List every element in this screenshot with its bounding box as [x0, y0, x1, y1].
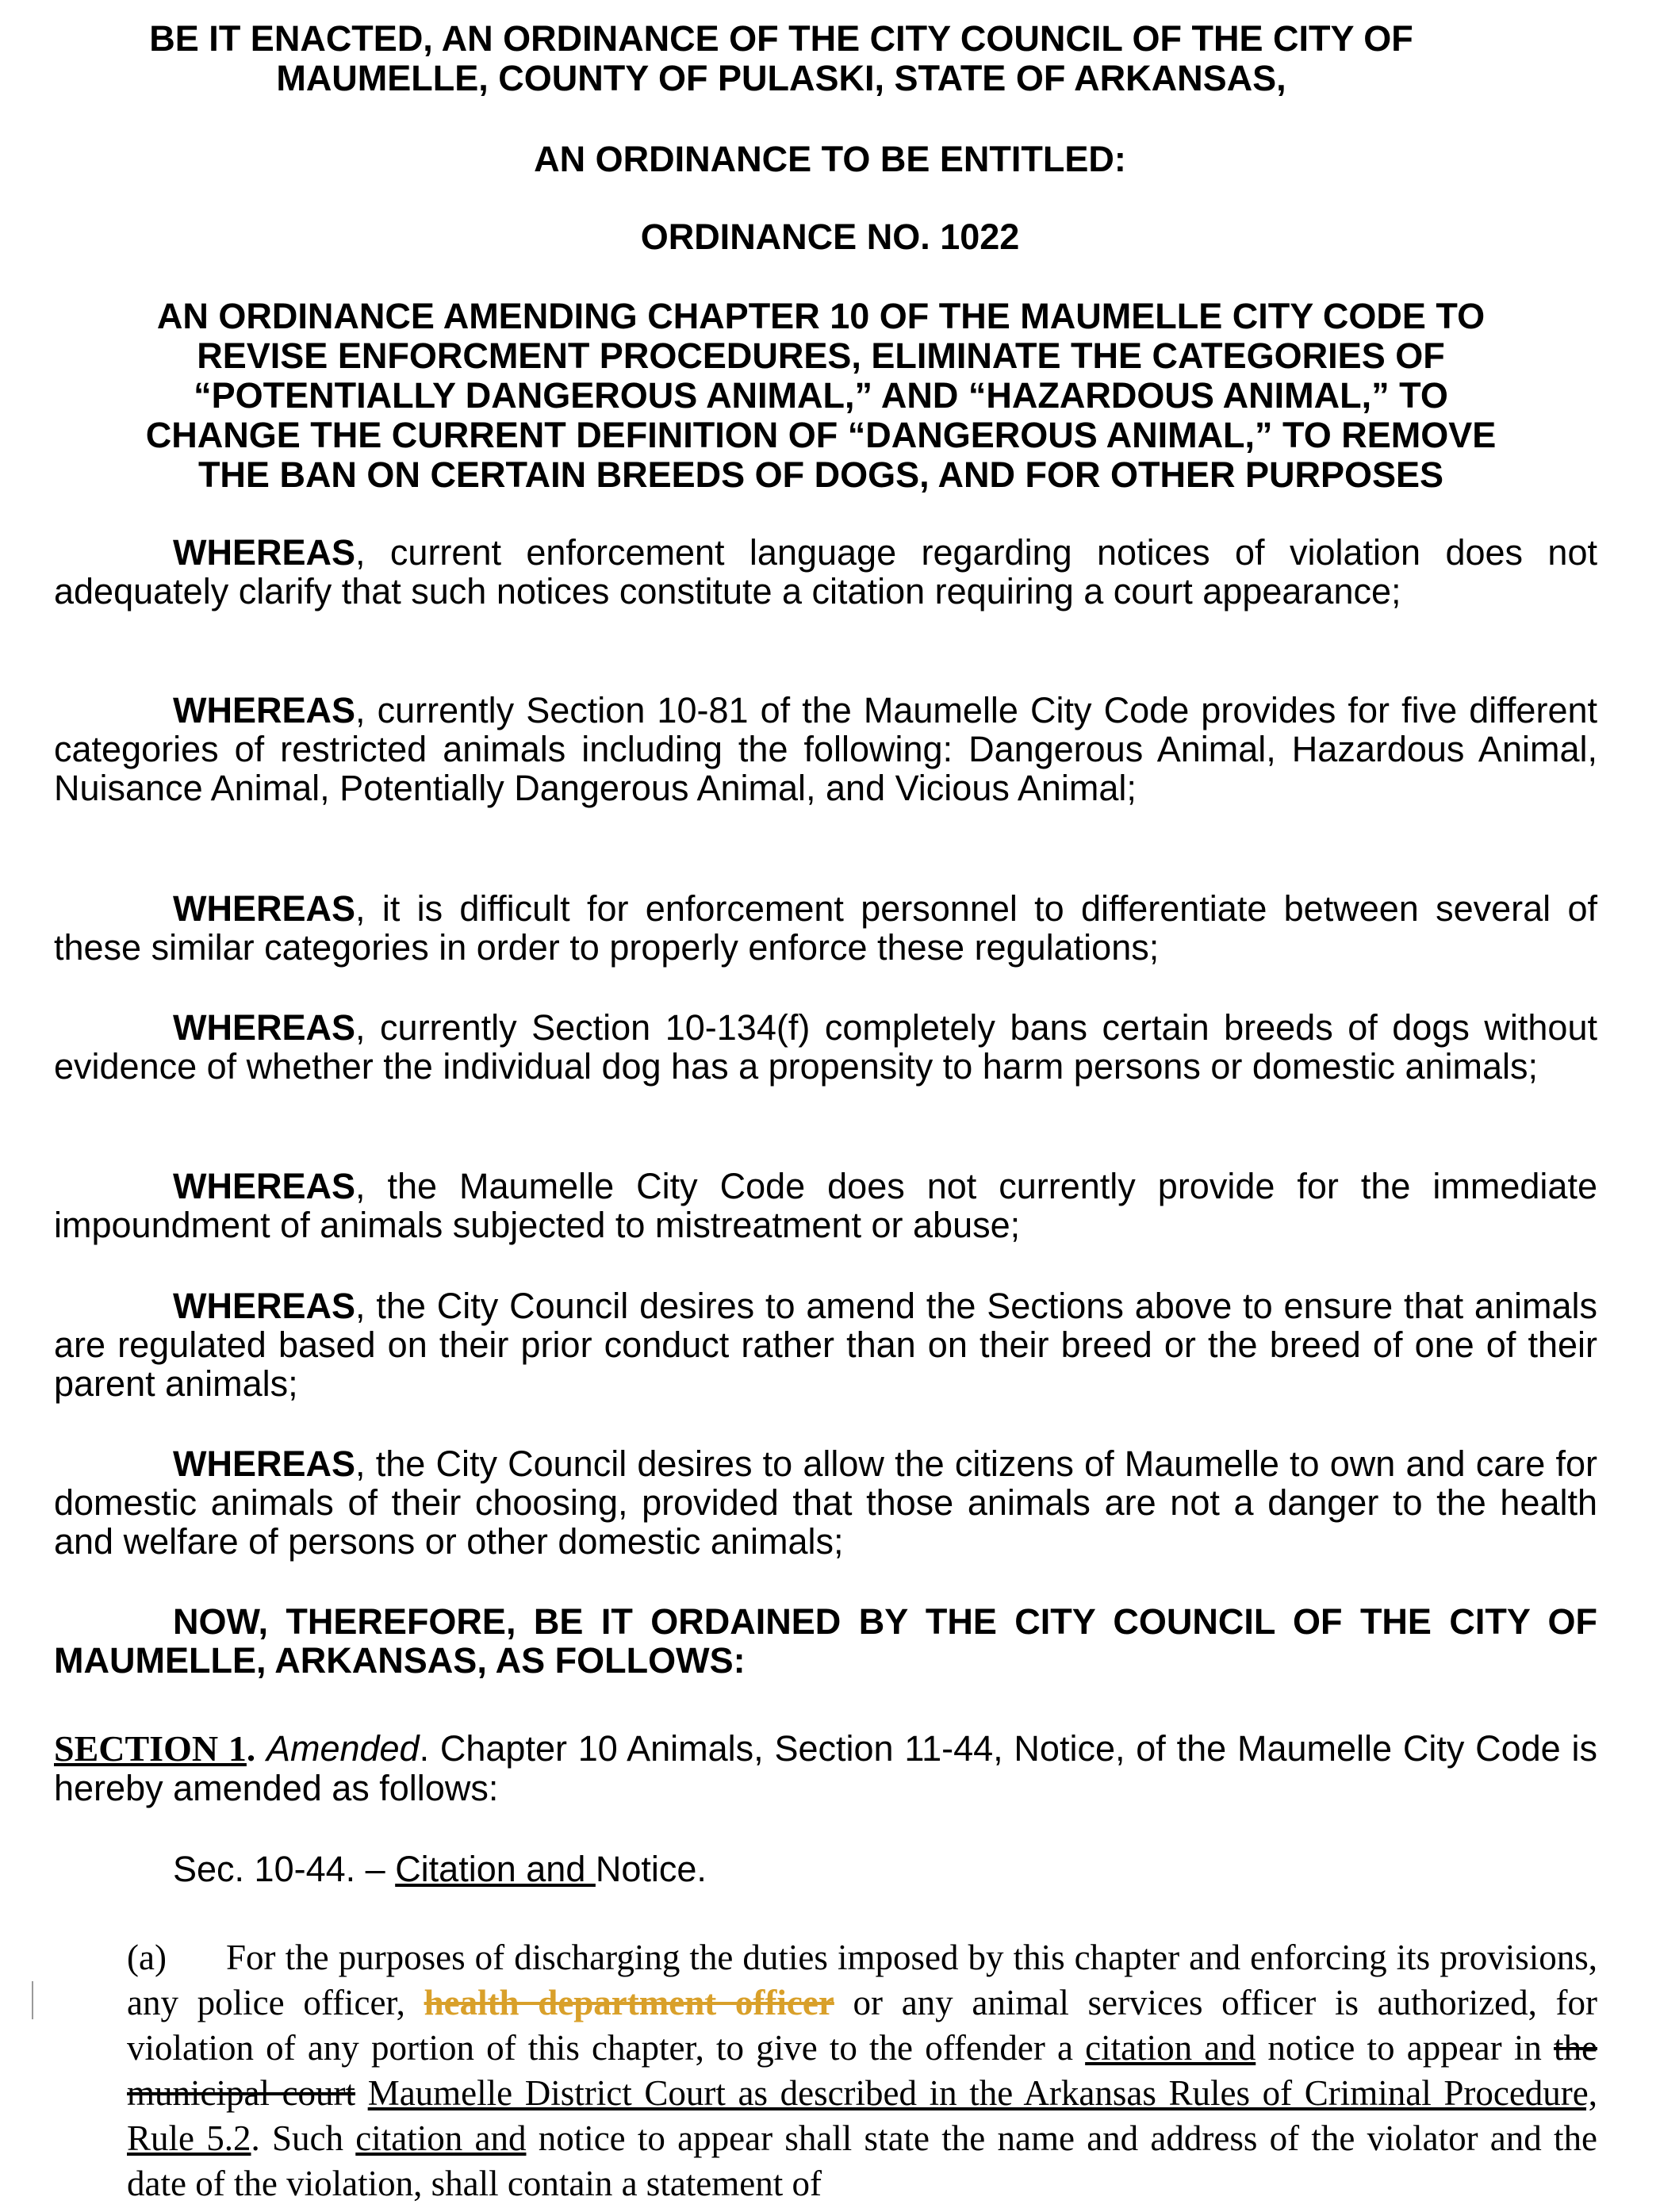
- whereas-keyword: WHEREAS: [173, 532, 356, 573]
- whereas-clause-5: [54, 1167, 1597, 1244]
- enactment-line-1: BE IT ENACTED, AN ORDINANCE OF THE CITY COUNCIL OF THE CITY OF: [149, 18, 1413, 59]
- whereas-keyword: WHEREAS: [173, 1007, 356, 1048]
- section-label-period: .: [246, 1729, 256, 1769]
- whereas-text: , the Maumelle City Code does not currently provide for the immediate impoundment of animals subjected to mistreatment or abuse;: [54, 1166, 1597, 1245]
- whereas-text: , current enforcement language regarding notices of violation does not adequately clarify that such notices constitute a citation requiring a court appearance;: [54, 532, 1597, 611]
- title-line: AN ORDINANCE AMENDING CHAPTER 10 OF THE MAUMELLE CITY CODE TO: [156, 296, 1486, 336]
- enactment-line-2: MAUMELLE, COUNTY OF PULASKI, STATE OF ARKANSAS,: [276, 58, 1286, 98]
- paragraph-text: For the purposes of discharging the duties imposed by this chapter and enforcing its provisions, any police officer,: [127, 1938, 1597, 2022]
- whereas-clause-4: [54, 1008, 1597, 1086]
- deleted-text: health department officer: [424, 1983, 834, 2022]
- paragraph-text: notice to appear shall state the name and address of the violator and the date of the violation, shall contain a statement of: [127, 2118, 1598, 2203]
- section-label: SECTION 1: [54, 1728, 247, 1769]
- whereas-clause-7: [54, 1444, 1597, 1561]
- ordinance-number: ORDINANCE NO. 1022: [640, 217, 1020, 257]
- whereas-text: , it is difficult for enforcement personnel to differentiate between several of these similar categories in order to properly enforce these regulations;: [54, 888, 1597, 968]
- paragraph-text: or any animal services officer is authorized, for violation of any portion of this chapter, to give to the offender a: [127, 1983, 1597, 2068]
- ordain-text: NOW, THEREFORE, BE IT ORDAINED BY THE CITY COUNCIL OF THE CITY OF MAUMELLE, ARKANSAS, AS FOLLOWS:: [54, 1601, 1597, 1681]
- amended-label: Amended: [266, 1728, 420, 1769]
- inserted-text: Maumelle District Court as described in the Arkansas Rules of Criminal Procedure, Rule 5.2: [127, 2073, 1597, 2158]
- ordinance-title: [48, 297, 1594, 495]
- whereas-clause-6: [54, 1286, 1597, 1403]
- whereas-text: , the City Council desires to amend the Sections above to ensure that animals are regulated based on their prior conduct rather than on their breed or the breed of one of their parent animals;: [54, 1286, 1597, 1404]
- paragraph-text: notice to appear in: [1256, 2028, 1555, 2068]
- inserted-text: citation and: [1085, 2028, 1256, 2068]
- deleted-text: the municipal court: [127, 2028, 1597, 2113]
- whereas-text: , currently Section 10-134(f) completely bans certain breeds of dogs without evidence of whether the individual dog has a propensity to harm persons or domestic animals;: [54, 1007, 1597, 1087]
- subsection-inserted-text: Citation and: [395, 1849, 596, 1889]
- whereas-keyword: WHEREAS: [173, 1443, 356, 1484]
- section-text: . Chapter 10 Animals, Section 11-44, Notice, of the Maumelle City Code is hereby amended as follows:: [54, 1728, 1597, 1808]
- title-line: THE BAN ON CERTAIN BREEDS OF DOGS, AND FOR OTHER PURPOSES: [197, 454, 1444, 495]
- subsection-prefix: Sec. 10-44. –: [173, 1849, 396, 1889]
- ordain-clause: [54, 1602, 1597, 1680]
- whereas-keyword: WHEREAS: [173, 888, 356, 929]
- whereas-keyword: WHEREAS: [173, 690, 356, 730]
- inserted-text: citation and: [355, 2118, 527, 2158]
- paragraph-text: [355, 2073, 368, 2113]
- whereas-keyword: WHEREAS: [173, 1166, 356, 1206]
- subsection-heading: [173, 1850, 707, 1889]
- title-line: “POTENTIALLY DANGEROUS ANIMAL,” AND “HAZARDOUS ANIMAL,” TO: [194, 375, 1448, 416]
- entitled-heading: AN ORDINANCE TO BE ENTITLED:: [534, 139, 1126, 179]
- whereas-text: , the City Council desires to allow the citizens of Maumelle to own and care for domestic animals of their choosing, provided that those animals are not a danger to the health and welfare of persons or other domestic animals;: [54, 1443, 1597, 1562]
- title-line: CHANGE THE CURRENT DEFINITION OF “DANGEROUS ANIMAL,” TO REMOVE: [145, 415, 1497, 455]
- paragraph-text: . Such: [251, 2118, 356, 2158]
- subsection-suffix: Notice.: [595, 1849, 707, 1889]
- whereas-clause-2: [54, 691, 1597, 807]
- paragraph-a: [127, 1935, 1597, 2206]
- whereas-keyword: WHEREAS: [173, 1286, 356, 1326]
- change-bar: [32, 1981, 33, 2019]
- paragraph-a-label: (a): [127, 1938, 167, 1977]
- title-line: REVISE ENFORCMENT PROCEDURES, ELIMINATE THE CATEGORIES OF: [197, 335, 1445, 376]
- whereas-clause-3: [54, 889, 1597, 967]
- section-1: [54, 1729, 1597, 1808]
- enactment-heading: [48, 19, 1515, 98]
- whereas-clause-1: [54, 533, 1597, 611]
- whereas-text: , currently Section 10-81 of the Maumelle City Code provides for five different categories of restricted animals including the following: Dangerous Animal, Hazardous Animal, Nuisance Animal, Potentially Dangerous Animal, and Vicious Animal;: [54, 690, 1597, 808]
